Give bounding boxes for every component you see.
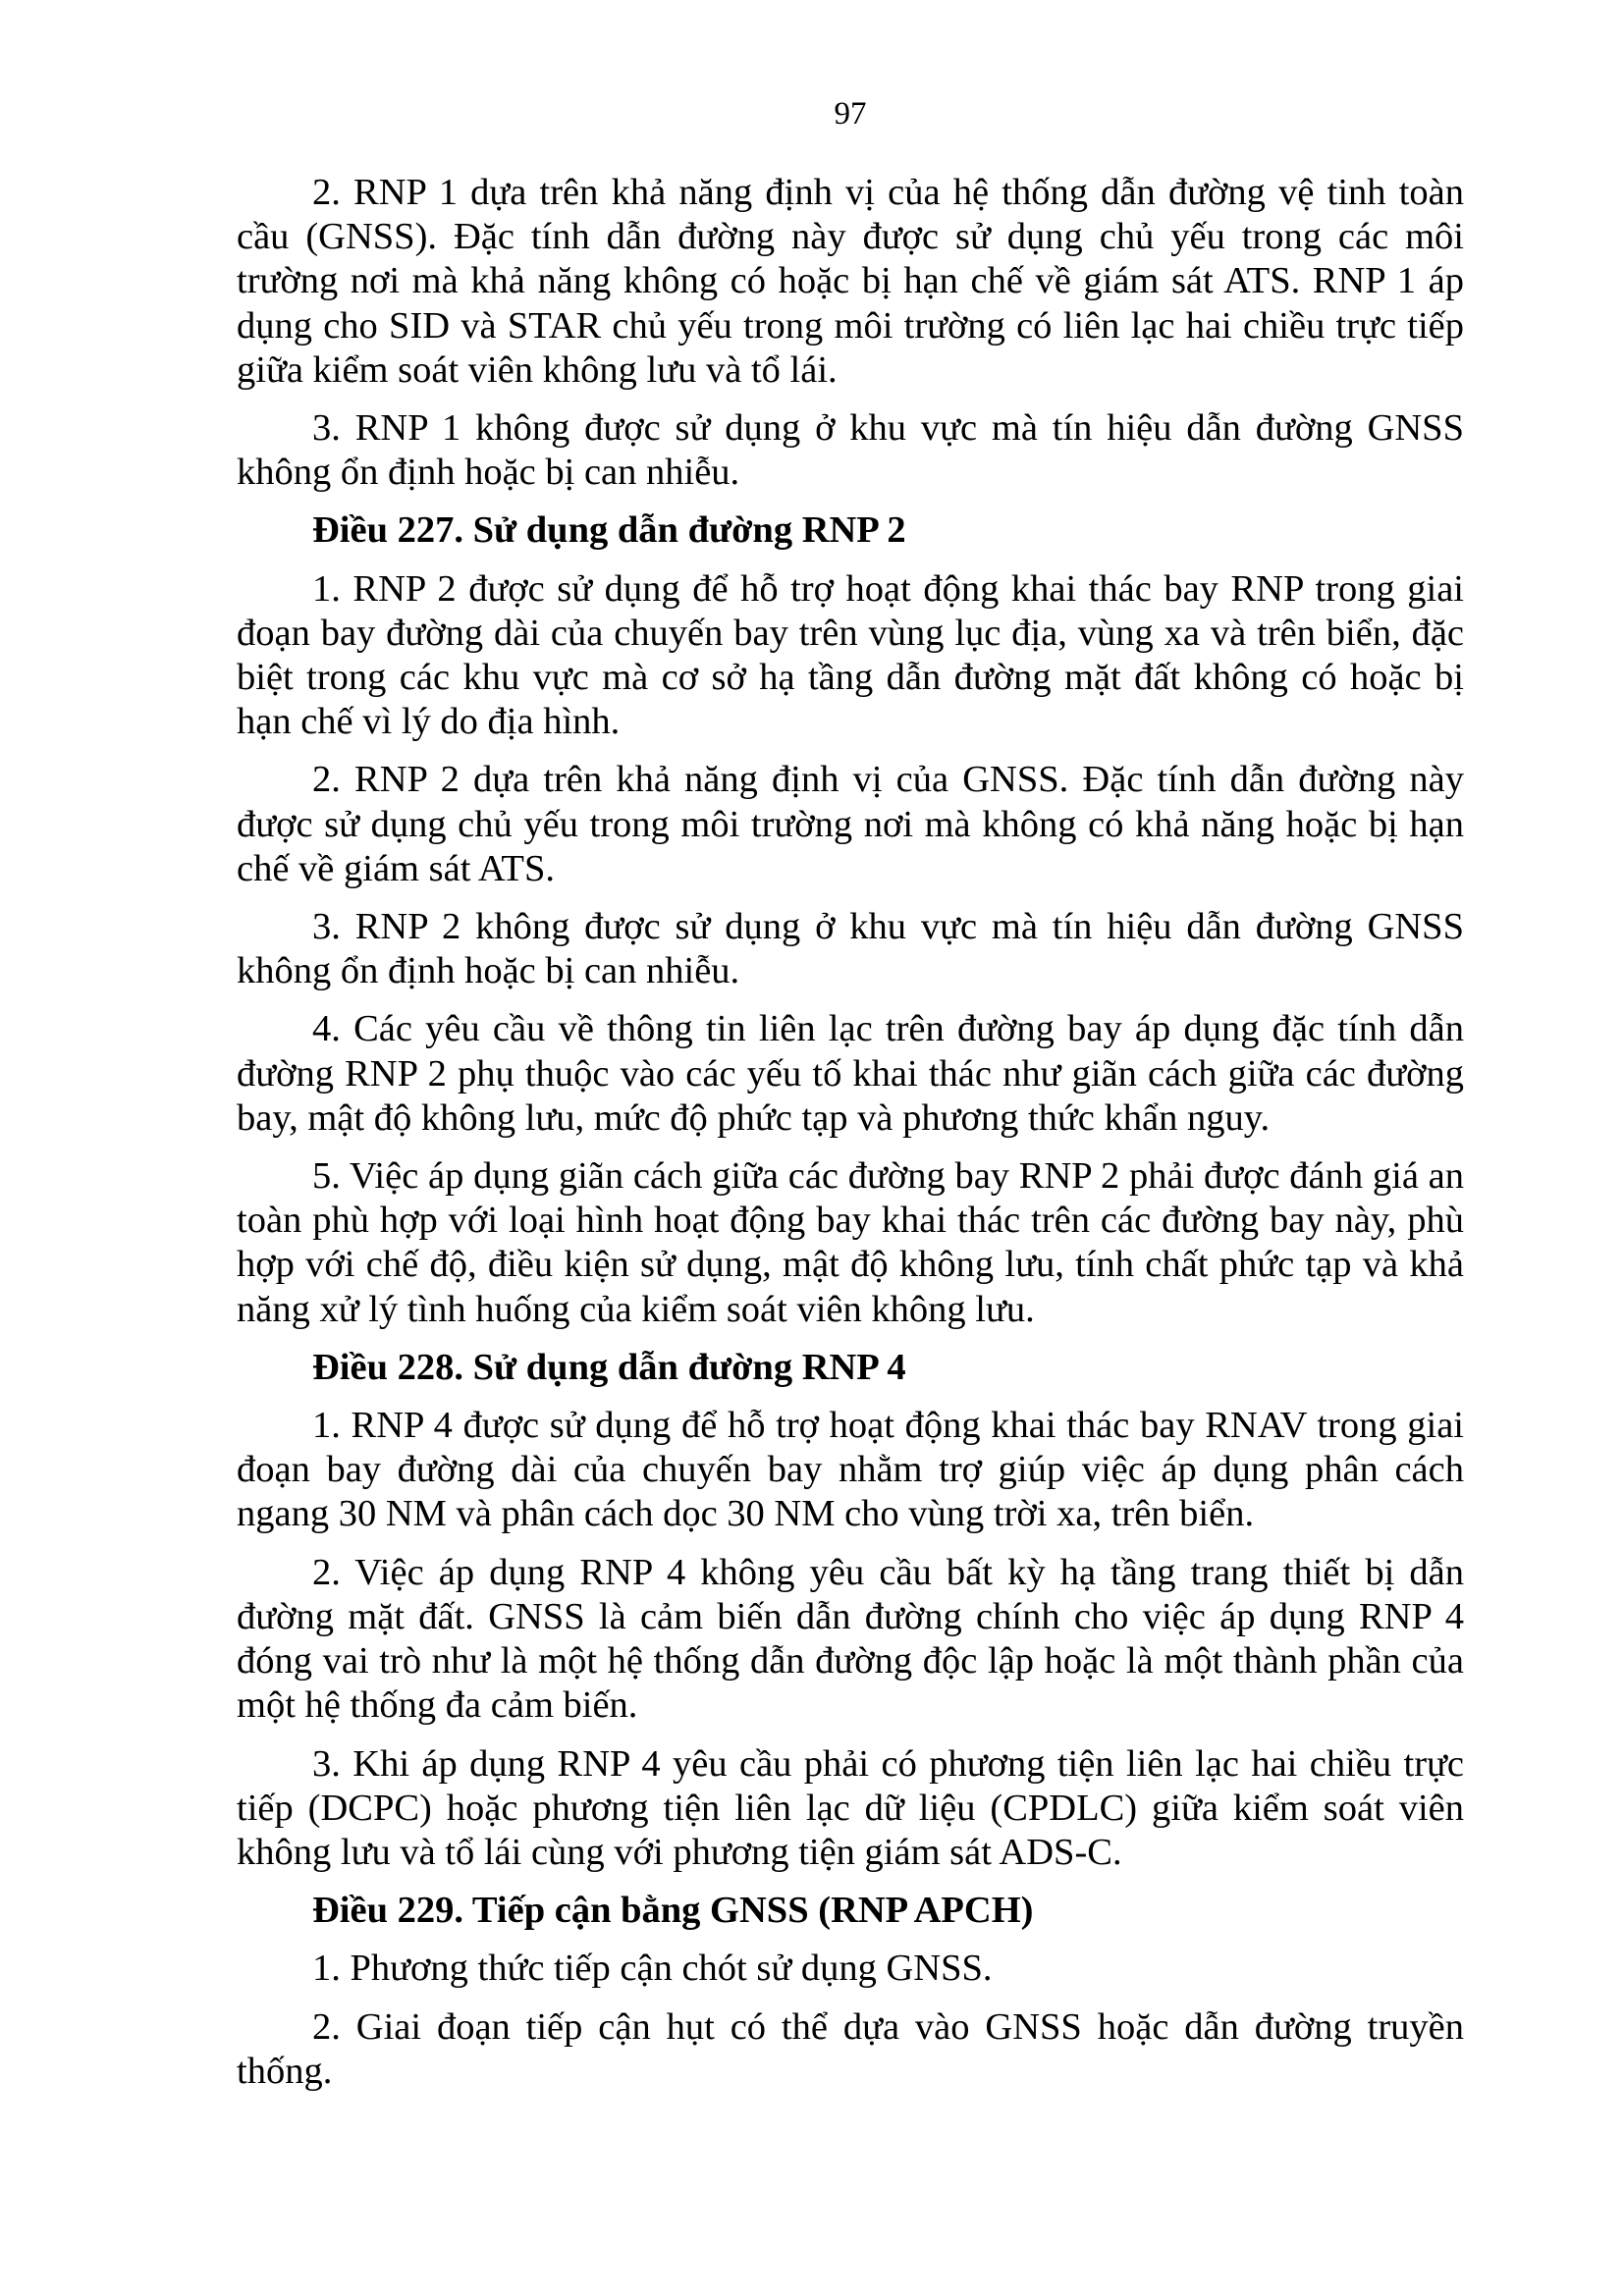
paragraph-rnp2-clause-4: 4. Các yêu cầu về thông tin liên lạc trên đường bay áp dụng đặc tính dẫn đường RNP 2 phụ thuộc vào các yếu tố khai thác như giãn cách giữa các đường bay, mật độ không lưu, mức độ phức tạp và phương thức khẩn nguy. [237,1008,1464,1139]
paragraph-rnp1-clause-3: 3. RNP 1 không được sử dụng ở khu vực mà tín hiệu dẫn đường GNSS không ổn định hoặc bị can nhiễu. [237,407,1464,494]
article-229-heading: Điều 229. Tiếp cận bằng GNSS (RNP APCH) [312,1890,1034,1932]
paragraph-rnp2-clause-1: 1. RNP 2 được sử dụng để hỗ trợ hoạt động khai thác bay RNP trong giai đoạn bay đường dài của chuyến bay trên vùng lục địa, vùng xa và trên biển, đặc biệt trong các khu vực mà cơ sở hạ tầng dẫn đường mặt đất không có hoặc bị hạn chế vì lý do địa hình. [237,567,1464,743]
paragraph-rnp4-clause-3: 3. Khi áp dụng RNP 4 yêu cầu phải có phương tiện liên lạc hai chiều trực tiếp (DCPC) hoặc phương tiện liên lạc dữ liệu (CPDLC) giữa kiểm soát viên không lưu và tổ lái cùng với phương tiện giám sát ADS-C. [237,1742,1464,1873]
page-number: 97 [834,96,867,132]
article-228-heading: Điều 228. Sử dụng dẫn đường RNP 4 [312,1346,906,1388]
paragraph-rnp1-clause-2: 2. RNP 1 dựa trên khả năng định vị của hệ thống dẫn đường vệ tinh toàn cầu (GNSS). Đặc tính dẫn đường này được sử dụng chủ yếu trong các môi trường nơi mà khả năng không có hoặc bị hạn chế về giám sát ATS. RNP 1 áp dụng cho SID và STAR chủ yếu trong môi trường có liên lạc hai chiều trực tiếp giữa kiểm soát viên không lưu và tổ lái. [237,172,1464,391]
article-227-heading: Điều 227. Sử dụng dẫn đường RNP 2 [312,509,906,552]
paragraph-rnp-apch-clause-2: 2. Giai đoạn tiếp cận hụt có thể dựa vào GNSS hoặc dẫn đường truyền thống. [237,2005,1464,2092]
paragraph-rnp-apch-clause-1: 1. Phương thức tiếp cận chót sử dụng GNSS. [312,1948,993,1990]
paragraph-rnp2-clause-3: 3. RNP 2 không được sử dụng ở khu vực mà tín hiệu dẫn đường GNSS không ổn định hoặc bị can nhiễu. [237,906,1464,992]
paragraph-rnp4-clause-2: 2. Việc áp dụng RNP 4 không yêu cầu bất kỳ hạ tầng trang thiết bị dẫn đường mặt đất. GNSS là cảm biến dẫn đường chính cho việc áp dụng RNP 4 đóng vai trò như là một hệ thống dẫn đường độc lập hoặc là một thành phần của một hệ thống đa cảm biến. [237,1551,1464,1727]
paragraph-rnp4-clause-1: 1. RNP 4 được sử dụng để hỗ trợ hoạt động khai thác bay RNAV trong giai đoạn bay đường dài của chuyến bay nhằm trợ giúp việc áp dụng phân cách ngang 30 NM và phân cách dọc 30 NM cho vùng trời xa, trên biển. [237,1405,1464,1535]
paragraph-rnp2-clause-5: 5. Việc áp dụng giãn cách giữa các đường bay RNP 2 phải được đánh giá an toàn phù hợp với loại hình hoạt động bay khai thác trên các đường bay này, phù hợp với chế độ, điều kiện sử dụng, mật độ không lưu, tính chất phức tạp và khả năng xử lý tình huống của kiểm soát viên không lưu. [237,1155,1464,1330]
document-page [237,94,1464,2108]
paragraph-rnp2-clause-2: 2. RNP 2 dựa trên khả năng định vị của GNSS. Đặc tính dẫn đường này được sử dụng chủ yếu trong môi trường nơi mà không có khả năng hoặc bị hạn chế về giám sát ATS. [237,759,1464,889]
